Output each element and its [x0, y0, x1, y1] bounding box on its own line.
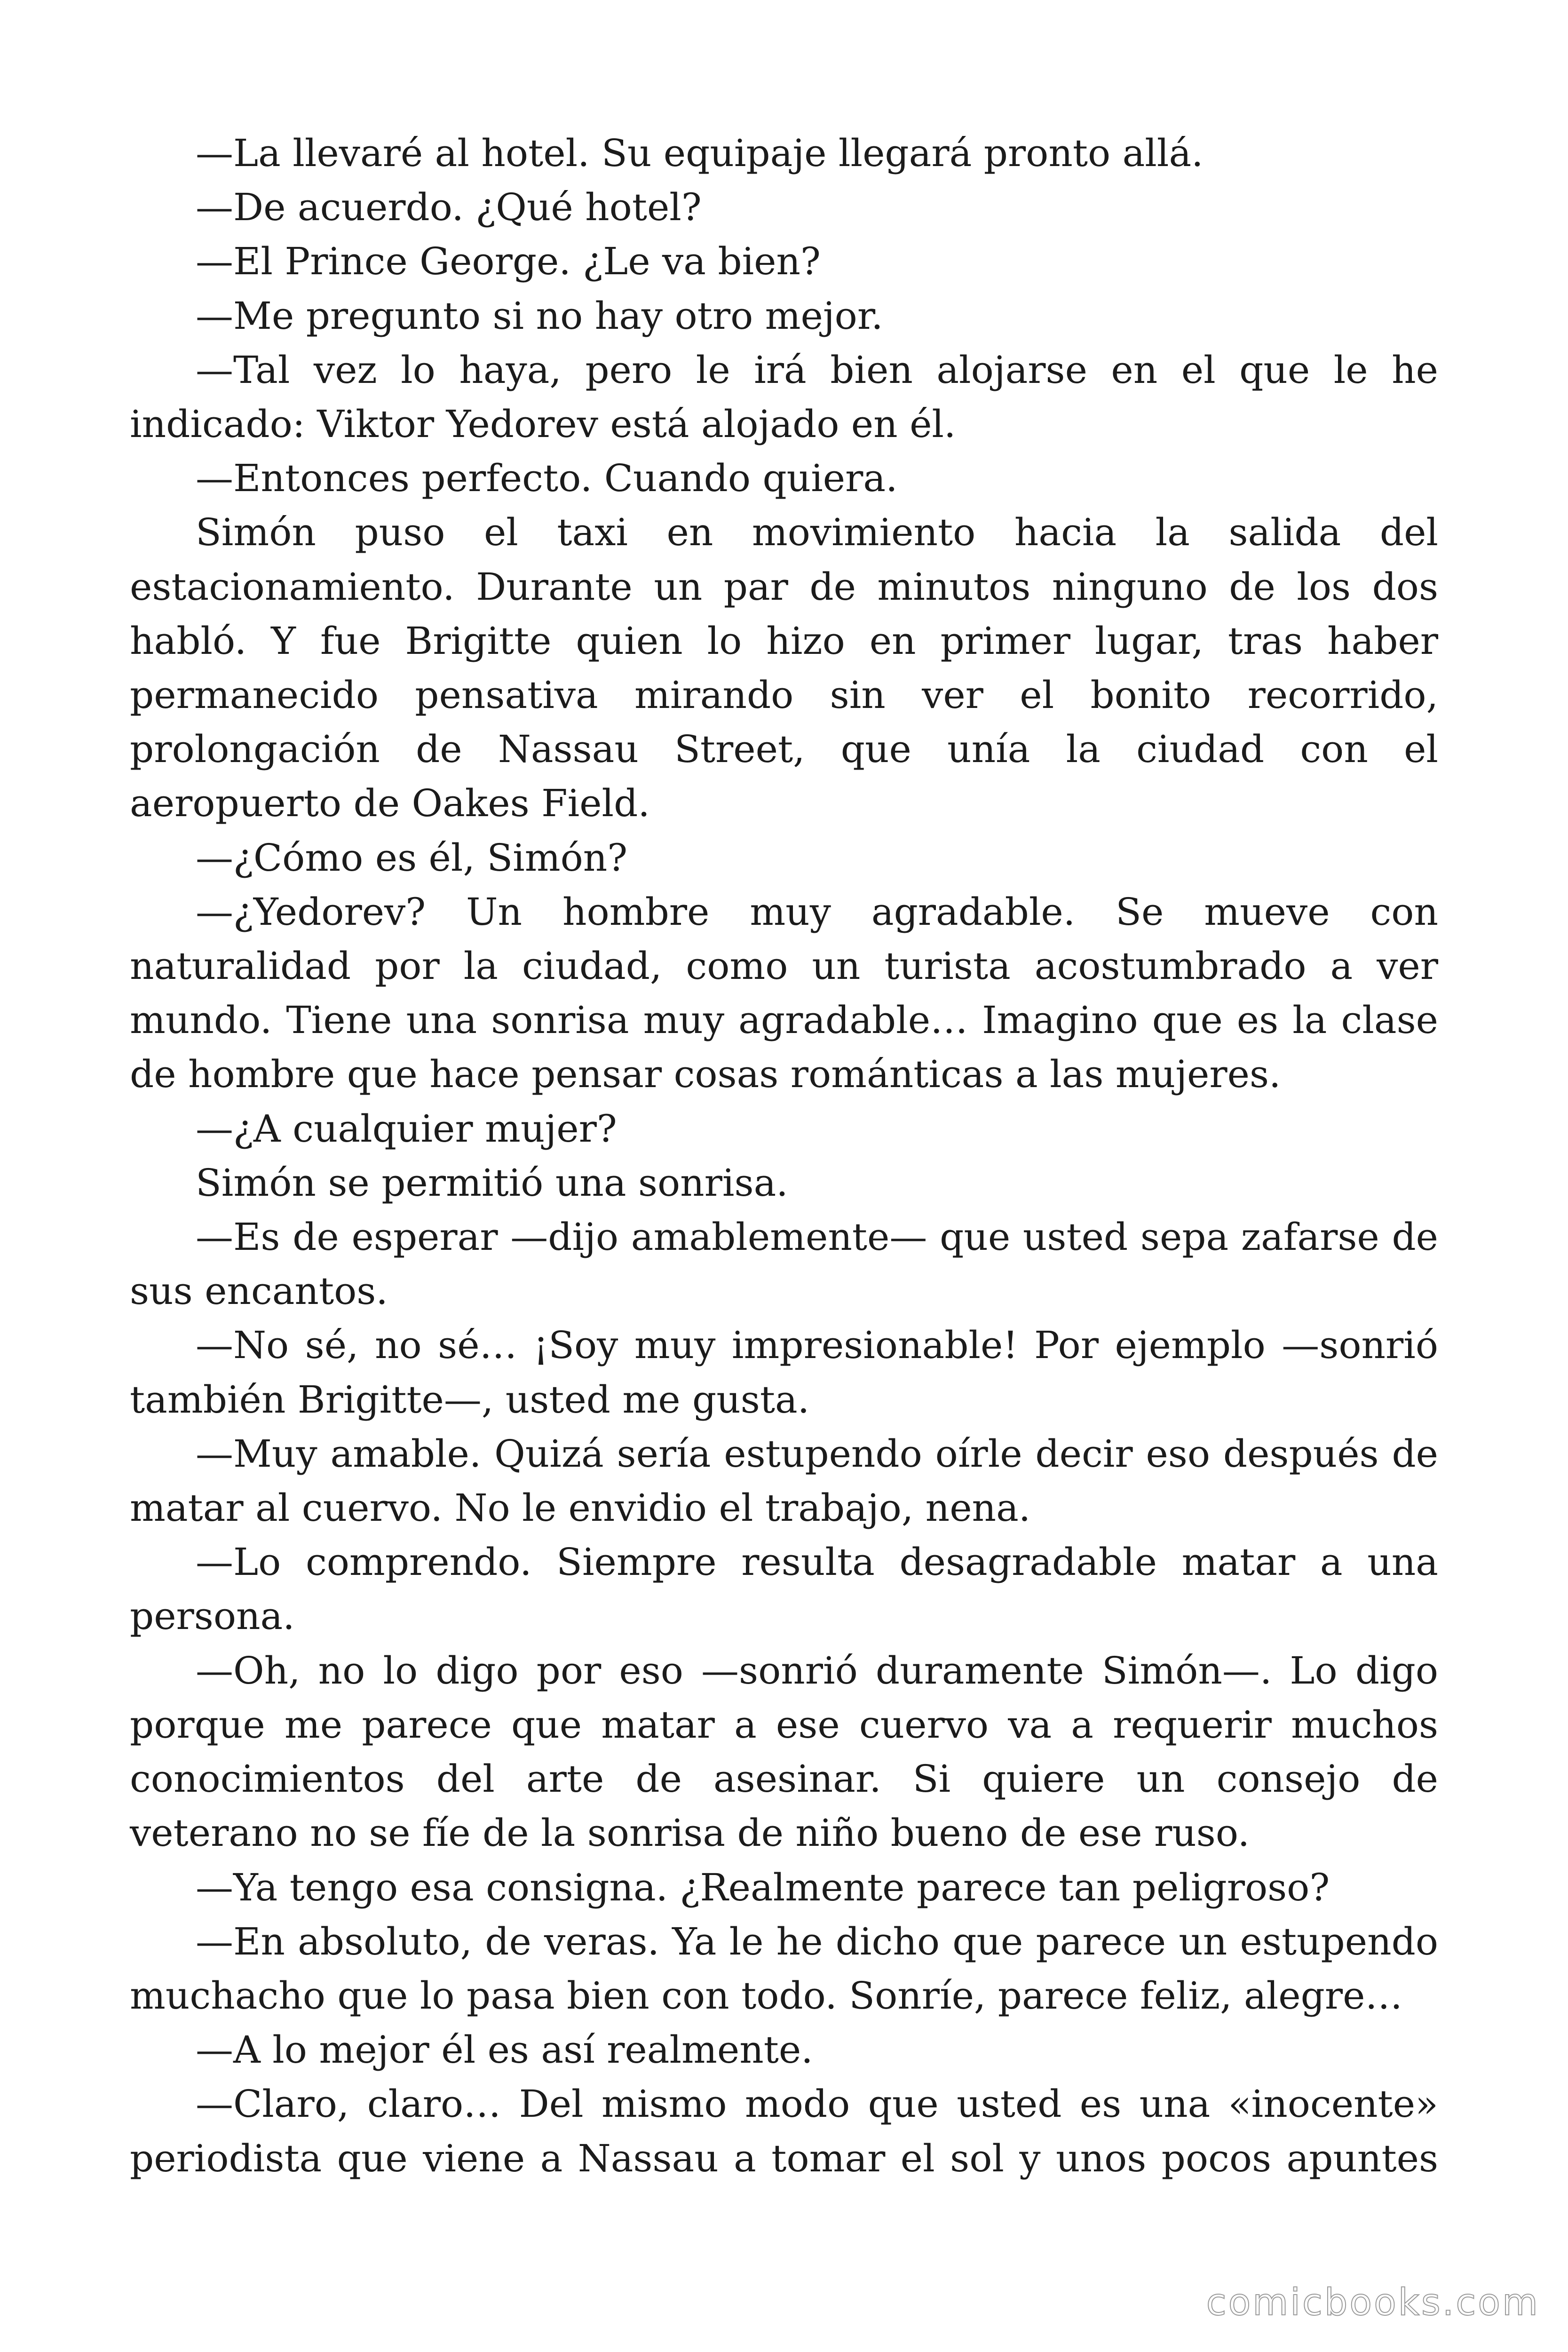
paragraph-continued: —Claro, claro… Del mismo modo que usted es una «inocente» periodista que viene a Nassau a tomar el sol y unos pocos apuntes [130, 2082, 1438, 2180]
paragraph: —La llevaré al hotel. Su equipaje llegará pronto allá. [196, 131, 1204, 175]
paragraph: Simón se permitió una sonrisa. [196, 1160, 788, 1205]
book-page-text [130, 126, 1438, 2185]
paragraph: —A lo mejor él es así realmente. [196, 2028, 813, 2072]
paragraph: —Es de esperar —dijo amablemente— que usted sepa zafarse de sus encantos. [130, 1215, 1438, 1313]
paragraph: —Lo comprendo. Siempre resulta desagradable matar a una persona. [130, 1540, 1438, 1638]
paragraph: —Muy amable. Quizá sería estupendo oírle decir eso después de matar al cuervo. No le envidio el trabajo, nena. [130, 1431, 1438, 1530]
paragraph: —Oh, no lo digo por eso —sonrió duramente Simón—. Lo digo porque me parece que matar a ese cuervo va a requerir muchos conocimientos del arte de asesinar. Si quiere un consejo de veterano no se fíe de la sonrisa de niño bueno de ese ruso. [130, 1648, 1438, 1855]
paragraph: —El Prince George. ¿Le va bien? [196, 239, 821, 284]
paragraph: —Tal vez lo haya, pero le irá bien alojarse en el que le he indicado: Viktor Yedorev está alojado en él. [130, 348, 1438, 446]
paragraph: —En absoluto, de veras. Ya le he dicho que parece un estupendo muchacho que lo pasa bien con todo. Sonríe, parece feliz, alegre… [130, 1919, 1438, 2018]
paragraph: —¿A cualquier mujer? [196, 1106, 617, 1151]
paragraph: —¿Cómo es él, Simón? [196, 835, 628, 880]
paragraph: —No sé, no sé… ¡Soy muy impresionable! Por ejemplo —sonrió también Brigitte—, usted me gusta. [130, 1323, 1438, 1422]
paragraph: —De acuerdo. ¿Qué hotel? [196, 185, 702, 230]
paragraph: —Me pregunto si no hay otro mejor. [196, 294, 883, 338]
paragraph: —Entonces perfecto. Cuando quiera. [196, 456, 898, 501]
paragraph: Simón puso el taxi en movimiento hacia la salida del estacionamiento. Durante un par de minutos ninguno de los dos habló. Y fue Brigitte quien lo hizo en primer lugar, tras haber permanecido pensativa mirando sin ver el bonito recorrido, prolongación de Nassau Street, que unía la ciudad con el aeropuerto de Oakes Field. [130, 510, 1438, 826]
paragraph: —¿Yedorev? Un hombre muy agradable. Se mueve con naturalidad por la ciudad, como un turista acostumbrado a ver mundo. Tiene una sonrisa muy agradable… Imagino que es la clase de hombre que hace pensar cosas románticas a las mujeres. [130, 890, 1438, 1097]
watermark: comicbooks.com [1206, 2281, 1540, 2324]
paragraph: —Ya tengo esa consigna. ¿Realmente parece tan peligroso? [196, 1865, 1330, 1909]
